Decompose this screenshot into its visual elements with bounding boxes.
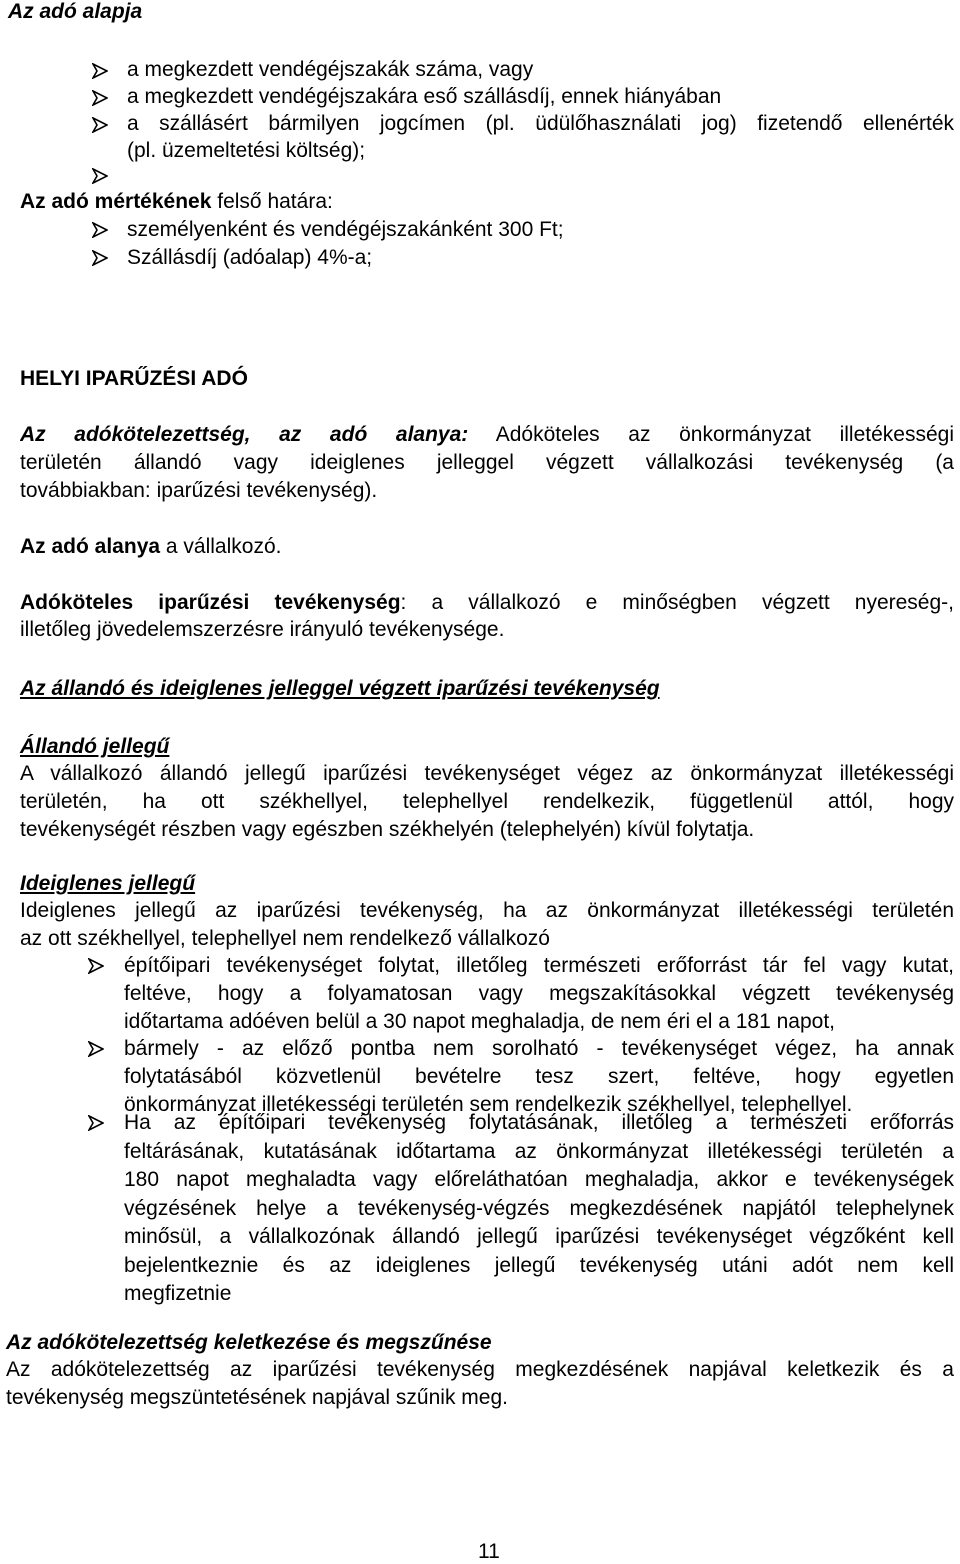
- list-item-continuation: (pl. üzemeltetési költség);: [127, 139, 366, 162]
- temporary-heading: Ideiglenes jellegű: [20, 872, 196, 895]
- list-item: Szállásdíj (adóalap) 4%-a;: [127, 246, 373, 269]
- taxable-activity-paragraph: Adóköteles iparűzési tevékenység: a vállalkozó e minőségben végzett nyereség-, illetőleg jövedelemszerzésre irányuló tevékenysége.: [20, 591, 954, 641]
- arrowhead-bullet-icon: [88, 1041, 104, 1057]
- tax-subject-line: Az adó alanya a vállalkozó.: [20, 535, 282, 558]
- section-heading-local-business-tax: HELYI IPARŰZÉSI ADÓ: [20, 367, 248, 390]
- rate-title: Az adó mértékének felső határa:: [20, 190, 333, 213]
- list-item: a megkezdett vendégéjszakák száma, vagy: [127, 58, 534, 81]
- list-item: Ha az építőipari tevékenység folytatásának, illetőleg a természeti erőforrás feltárásának, kutatásának időtartama az önkormányzat illetékességi területén a 180 napot meghaladta vagy előreláthatóan meghaladja, akkor e tevékenységek végzésének helye a tevékenység-végzés megkezdésének napjától telephelynek minősül, a vállalkozónak állandó jellegű iparűzési tevékenységet végzőként kell bejelentkeznie és az ideiglenes jellegű tevékenység utáni adót nem kell megfizetnie: [124, 1111, 954, 1305]
- arising-heading: Az adókötelezettség keletkezése és megszűnése: [6, 1331, 492, 1354]
- arrowhead-bullet-icon: [92, 63, 108, 79]
- list-item: építőipari tevékenységet folytat, illetőleg természeti erőforrást tár fel vagy kutat, feltéve, hogy a folyamatosan vagy megszakításokkal végzett tevékenység időtartama adóéven belül a 30 napot meghaladja, de nem éri el a 181 napot,: [124, 954, 954, 1033]
- list-item: a szállásért bármilyen jogcímen (pl. üdülőhasználati jog) fizetendő ellenérték: [127, 112, 954, 135]
- arrowhead-bullet-icon: [88, 958, 104, 974]
- arrowhead-bullet-icon: [92, 168, 108, 184]
- arrowhead-bullet-icon: [88, 1115, 104, 1131]
- arrowhead-bullet-icon: [92, 222, 108, 238]
- permanent-paragraph: A vállalkozó állandó jellegű iparűzési tevékenységet végez az önkormányzat illetékességi területén, ha ott székhellyel, telephellyel rendelkezik, függetlenül attól, hogy tevékenységét részben vagy egészben székhelyén (telephelyén) kívül folytatja.: [20, 762, 954, 841]
- arising-paragraph: Az adókötelezettség az iparűzési tevékenység megkezdésének napjával keletkezik és a tevékenység megszüntetésének napjával szűnik meg.: [6, 1358, 954, 1409]
- list-item: bármely - az előző pontba nem sorolható - tevékenységet végez, ha annak folytatásából közvetlenül bevételre tesz szert, feltéve, hogy egyetlen önkormányzat illetékességi területén sem rendelkezik székhellyel, telephellyel.: [124, 1037, 954, 1116]
- arrowhead-bullet-icon: [92, 90, 108, 106]
- list-item: a megkezdett vendégéjszakára eső szállásdíj, ennek hiányában: [127, 85, 722, 108]
- list-item: személyenként és vendégéjszakánként 300 Ft;: [127, 218, 564, 241]
- arrowhead-bullet-icon: [92, 250, 108, 266]
- page-number: 11: [478, 1540, 500, 1563]
- permanent-heading: Állandó jellegű: [20, 735, 170, 758]
- obligation-paragraph: Az adókötelezettség, az adó alanya: Adóköteles az önkormányzat illetékességi területén állandó vagy ideiglenes jelleggel végzett vállalkozási tevékenység (a továbbiakban: iparűzési tevékenység).: [20, 423, 954, 502]
- perm-temp-heading: Az állandó és ideiglenes jelleggel végzett iparűzési tevékenység: [20, 677, 660, 700]
- temporary-paragraph: Ideiglenes jellegű az iparűzési tevékenység, ha az önkormányzat illetékességi területén az ott székhellyel, telephellyel nem rendelkező vállalkozó: [20, 899, 954, 950]
- section-title-tax-base: Az adó alapja: [8, 0, 143, 23]
- arrowhead-bullet-icon: [92, 117, 108, 133]
